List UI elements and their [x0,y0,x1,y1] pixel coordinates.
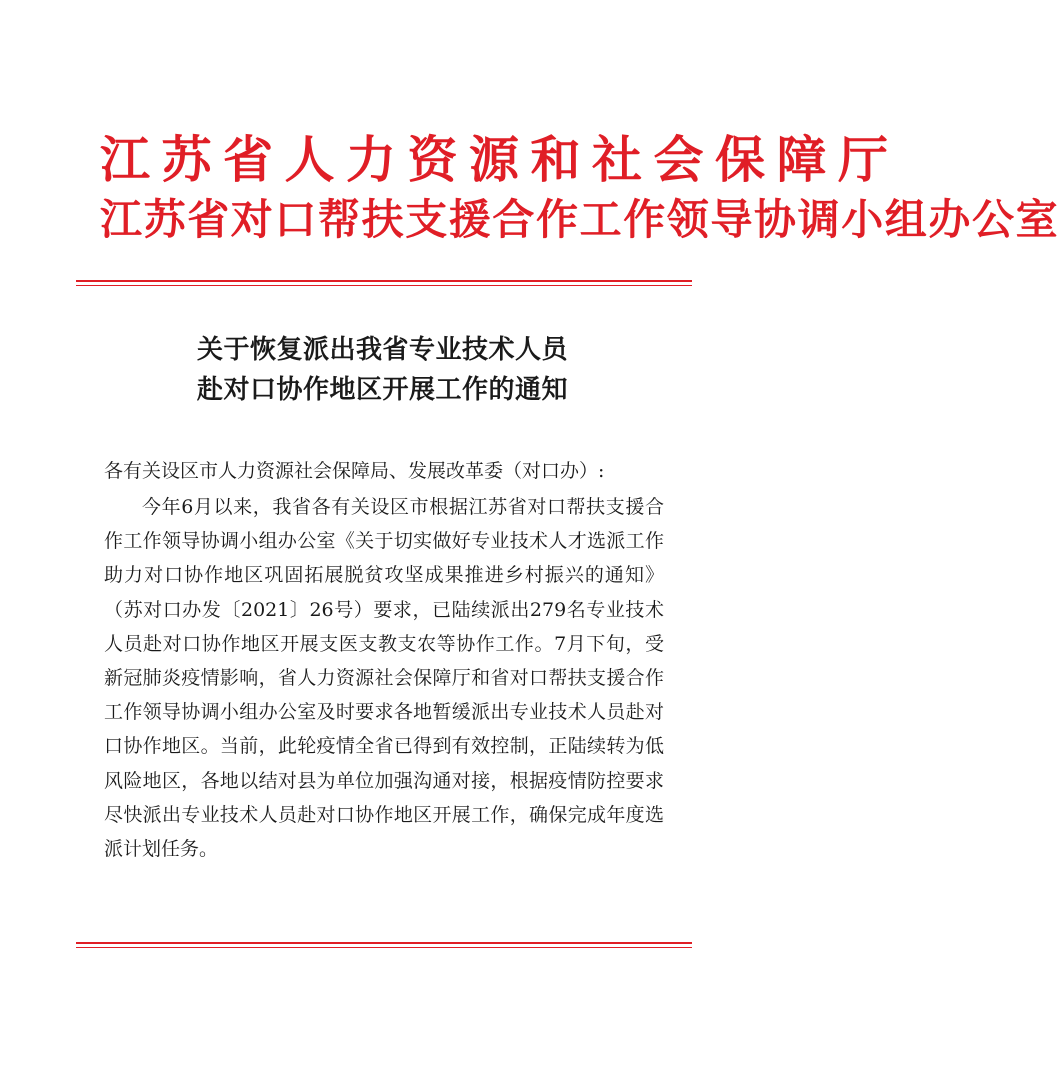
document-title-line-2: 赴对口协作地区开展工作的通知 [196,375,568,405]
body-paragraph: 今年6月以来，我省各有关设区市根据江苏省对口帮扶支援合作工作领导协调小组办公室《关于切实做好专业技术人才选派工作助力对口协作地区巩固拓展脱贫攻坚成果推进乡村振兴的通知》（苏对口办发〔2021〕26号）要求，已陆续派出279名专业技术人员赴对口协作地区开展支医支教支农等协作工作。7月下旬，受新冠肺炎疫情影响，省人力资源社会保障厅和省对口帮扶支援合作工作领导协调小组办公室及时要求各地暂缓派出专业技术人员赴对口协作地区。当前，此轮疫情全省已得到有效控制，正陆续转为低风险地区，各地以结对县为单位加强沟通对接，根据疫情防控要求尽快派出专业技术人员赴对口协作地区开展工作，确保完成年度选派计划任务。 [104,496,664,861]
footer-divider-thick [76,942,692,944]
footer-divider-thin [76,947,692,948]
salutation: 各有关设区市人力资源社会保障局、发展改革委（对口办）: [104,460,605,482]
issuer-name-line-2: 江苏省对口帮扶支援合作工作领导协调小组办公室 [100,195,1059,244]
document-title-line-1: 关于恢复派出我省专业技术人员 [196,335,568,365]
issuer-name-line-1: 江苏省人力资源和社会保障厅 [100,130,900,189]
header-divider-thin [76,285,692,286]
header-divider-thick [76,280,692,282]
